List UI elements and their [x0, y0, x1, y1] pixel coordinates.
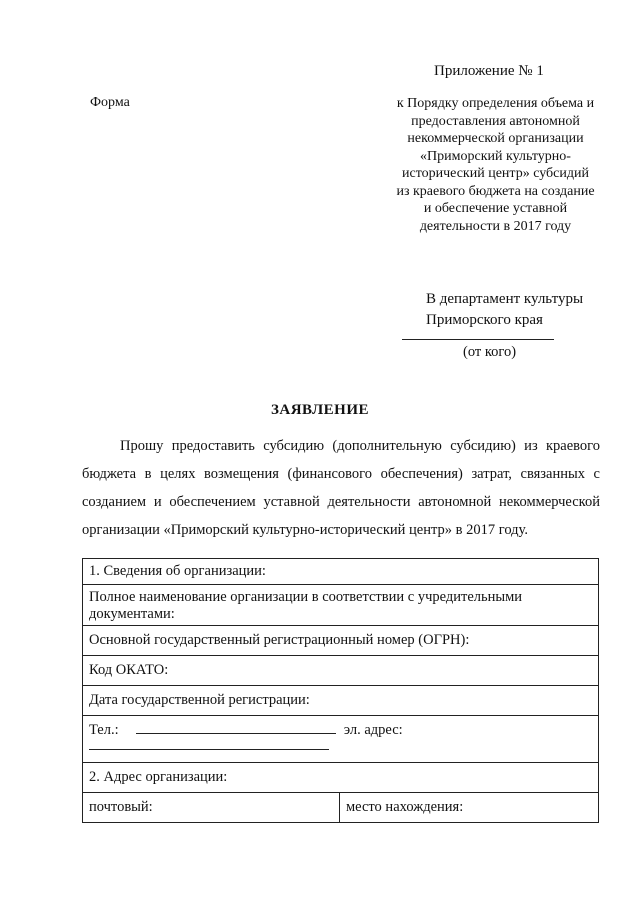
table-row [83, 626, 599, 656]
table-row [83, 559, 599, 585]
order-line: и обеспечение уставной [423, 201, 568, 216]
addressee [426, 289, 583, 331]
table-row [83, 793, 599, 823]
table-row [83, 716, 599, 763]
from-caption: (от кого) [463, 344, 517, 360]
table-row [83, 585, 599, 626]
from-underline [402, 339, 554, 340]
order-line: «Приморский культурно- [420, 148, 571, 164]
order-line: к Порядку определения объема и [396, 96, 595, 111]
email-blank [89, 749, 329, 750]
addressee-line-2: Приморского края [426, 312, 543, 328]
postal-address-field: почтовый: [83, 793, 340, 823]
appendix-label: Приложение № 1 [434, 63, 544, 79]
application-text: Прошу предоставить субсидию (дополнительную субсидию) из краевого бюджета в целях возмещения (финансового обеспечения) затрат, связанных с созданием и обеспечением уставной деятельности автономной некоммерческой организации «Приморский культурно-исторический центр» в 2017 году. [82, 438, 600, 538]
full-name-field: Полное наименование организации в соответствии с учредительными документами: [83, 585, 599, 626]
organization-info-table [82, 558, 599, 823]
order-line: предоставления автономной [411, 113, 580, 129]
document-title: ЗАЯВЛЕНИЕ [270, 402, 370, 418]
registration-date-field: Дата государственной регистрации: [83, 686, 599, 716]
table-row [83, 686, 599, 716]
ogrn-field: Основной государственный регистрационный номер (ОГРН): [83, 626, 599, 656]
contacts-cell [83, 716, 599, 763]
order-reference [378, 95, 613, 235]
okato-field: Код ОКАТО: [83, 656, 599, 686]
order-line: исторический центр» субсидий [401, 166, 589, 181]
table-row [83, 763, 599, 793]
section-heading-1: 1. Сведения об организации: [83, 559, 599, 585]
location-address-field: место нахождения: [340, 793, 599, 823]
email-label: эл. адрес: [343, 722, 403, 738]
phone-label: Тел.: [89, 722, 119, 738]
table-row [83, 656, 599, 686]
phone-blank [136, 733, 336, 734]
order-line: деятельности в 2017 году [419, 218, 572, 234]
form-label: Форма [90, 95, 130, 110]
order-line: некоммерческой организации [407, 131, 584, 146]
addressee-line-1: В департамент культуры [426, 291, 584, 307]
section-heading-2: 2. Адрес организации: [83, 763, 599, 793]
order-line: из краевого бюджета на создание [396, 183, 595, 199]
